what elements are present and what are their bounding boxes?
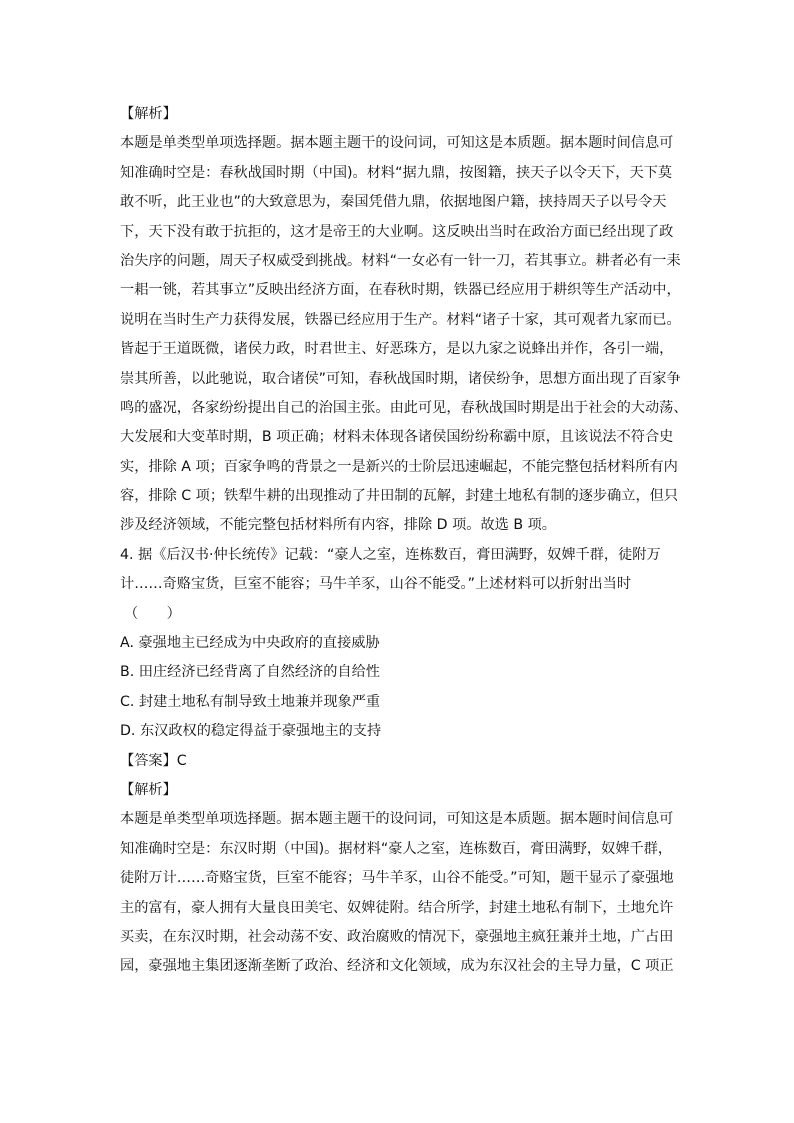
question-4-stem [120, 541, 660, 600]
paragraph-line: 本题是单类型单项选择题。据本题主题干的设问词，可知这是本质题。据本题时间信息可 [120, 135, 674, 152]
paragraph-line: 知准确时空是：春秋战国时期（中国)。材料“据九鼎，按图籍，挟天子以令天下，天下莫 [120, 164, 673, 181]
paragraph-line: 崇其所善，以此驰说，取合诸侯”可知，春秋战国时期，诸侯纷争，思想方面出现了百家争 [120, 370, 681, 387]
paragraph-line: 大发展和大变革时期，B 项正确；材料未体现各诸侯国纷纷称霸中原，且该说法不符合史 [120, 429, 674, 446]
paragraph-line: 徒附万计……奇赂宝货，巨室不能容；马牛羊豕，山谷不能受。”可知，题干显示了豪强地 [120, 870, 674, 887]
paragraph-line: 说明在当时生产力获得发展，铁器已经应用于生产。材料“诸子十家，其可观者九家而已。 [120, 311, 681, 328]
paragraph-line: 实，排除 A 项；百家争鸣的背景之一是新兴的士阶层迅速崛起，不能完整包括材料所有内 [120, 458, 678, 475]
paragraph-line: 园，豪强地主集团逐渐垄断了政治、经济和文化领域，成为东汉社会的主导力量，C 项正 [120, 958, 674, 975]
question-line: 4. 据《后汉书·仲长统传》记载：“豪人之室，连栋数百，膏田满野，奴婢千群，徒附万 [120, 546, 661, 563]
question-line: 计……奇赂宝货，巨室不能容；马牛羊豕，山谷不能受。”上述材料可以折射出当时 [120, 576, 632, 593]
paragraph-line: 涉及经济领域，不能完整包括材料所有内容，排除 D 项。故选 B 项。 [120, 517, 556, 534]
option-item: C. 封建土地私有制导致土地兼并现象严重 [120, 693, 381, 710]
paragraph-line: 敢不听，此王业也”的大致意思为，秦国凭借九鼎，依据地图户籍，挟持周天子以号令天 [120, 194, 667, 211]
answer-parentheses: （ ） [124, 605, 181, 622]
analysis-heading: 【解析】 [120, 106, 177, 122]
paragraph-line: 治失序的问题，周天子权威受到挑战。材料“一女必有一针一刀，若其事立。耕者必有一耒 [120, 252, 681, 269]
paragraph-line: 买卖，在东汉时期，社会动荡不安、政治腐败的情况下，豪强地主疯狂兼并土地，广占田 [120, 928, 674, 945]
paragraph-line: 容，排除 C 项；铁犁牛耕的出现推动了井田制的瓦解，封建土地私有制的逐步确立，但只 [120, 488, 679, 505]
paragraph-line: 皆起于王道既微，诸侯力政，时君世主、好恶珠方，是以九家之说蜂出并作，各引一端， [120, 341, 674, 358]
paragraph-line: 下，天下没有敢于抗拒的，这才是帝王的大业啊。这反映出当时在政治方面已经出现了政 [120, 223, 674, 240]
analysis-body [120, 129, 688, 540]
paragraph-line: 一耜一铫，若其事立”反映出经济方面，在春秋时期，铁器已经应用于耕织等生产活动中， [120, 282, 681, 299]
paragraph-line: 鸣的盛况，各家纷纷提出自己的治国主张。由此可见，春秋战国时期是出于社会的大动荡、 [120, 399, 688, 416]
answer-line: 【答案】C [120, 752, 187, 769]
option-item: D. 东汉政权的稳定得益于豪强地主的支持 [120, 723, 382, 740]
question-4-options [120, 629, 660, 747]
document-page [120, 100, 688, 982]
option-item: B. 田庄经济已经背离了自然经济的自给性 [120, 664, 380, 681]
paragraph-line: 本题是单类型单项选择题。据本题主题干的设问词，可知这是本质题。据本题时间信息可 [120, 811, 674, 828]
paragraph-line: 主的富有，豪人拥有大量良田美宅、奴婢徒附。结合所学，封建土地私有制下，土地允许 [120, 899, 674, 916]
analysis-body-2 [120, 805, 674, 981]
analysis-heading-2: 【解析】 [120, 781, 177, 798]
option-item: A. 豪强地主已经成为中央政府的直接威胁 [120, 635, 380, 652]
paragraph-line: 知准确时空是：东汉时期（中国)。据材料“豪人之室，连栋数百，膏田满野，奴婢千群， [120, 840, 673, 857]
